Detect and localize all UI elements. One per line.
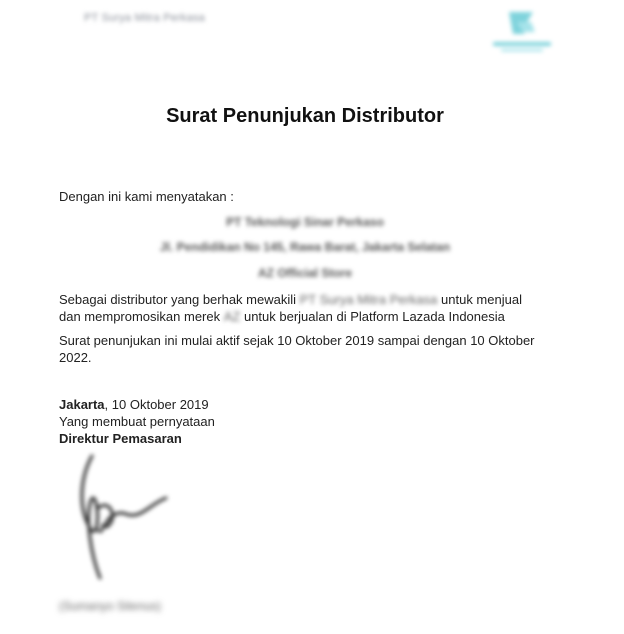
principal-company: PT Surya Mitra Perkasa xyxy=(299,292,438,307)
signoff-city: Jakarta xyxy=(59,397,105,412)
company-header: PT Surya Mitra Perkasa xyxy=(84,12,205,24)
signer-name: (Sumanyo Sitenus) xyxy=(59,599,162,613)
validity-paragraph: Surat penunjukan ini mulai aktif sejak 10 Oktober 2019 sampai dengan 10 Oktober 2022. xyxy=(59,333,535,365)
signoff-date: , 10 Oktober 2019 xyxy=(104,397,209,412)
distributor-company: PT Teknologi Sinar Perkaso xyxy=(226,215,384,229)
letter-title: Surat Penunjukan Distributor xyxy=(166,105,444,127)
appointment-paragraph xyxy=(59,291,559,325)
intro-statement: Dengan ini kami menyatakan : xyxy=(59,189,234,204)
paragraph1-part4: untuk berjualan di Platform Lazada Indonesia xyxy=(240,309,505,324)
paragraph1-part1: Sebagai distributor yang berhak mewakili xyxy=(59,292,300,307)
distributor-store: AZ Official Store xyxy=(257,266,352,280)
signoff-position: Direktur Pemasaran xyxy=(59,431,182,446)
brand-logo-icon xyxy=(487,8,557,58)
signature-icon xyxy=(70,448,180,588)
paragraph1-part2: untuk menjual xyxy=(437,292,522,307)
paragraph1-part3: dan mempromosikan merek xyxy=(59,309,224,324)
signoff-block xyxy=(59,396,215,447)
brand-name: AZ xyxy=(223,309,241,324)
distributor-address: Jl. Pendidikan No 145, Rawa Barat, Jakarta Selatan xyxy=(159,240,451,254)
signoff-statement: Yang membuat pernyataan xyxy=(59,414,215,429)
